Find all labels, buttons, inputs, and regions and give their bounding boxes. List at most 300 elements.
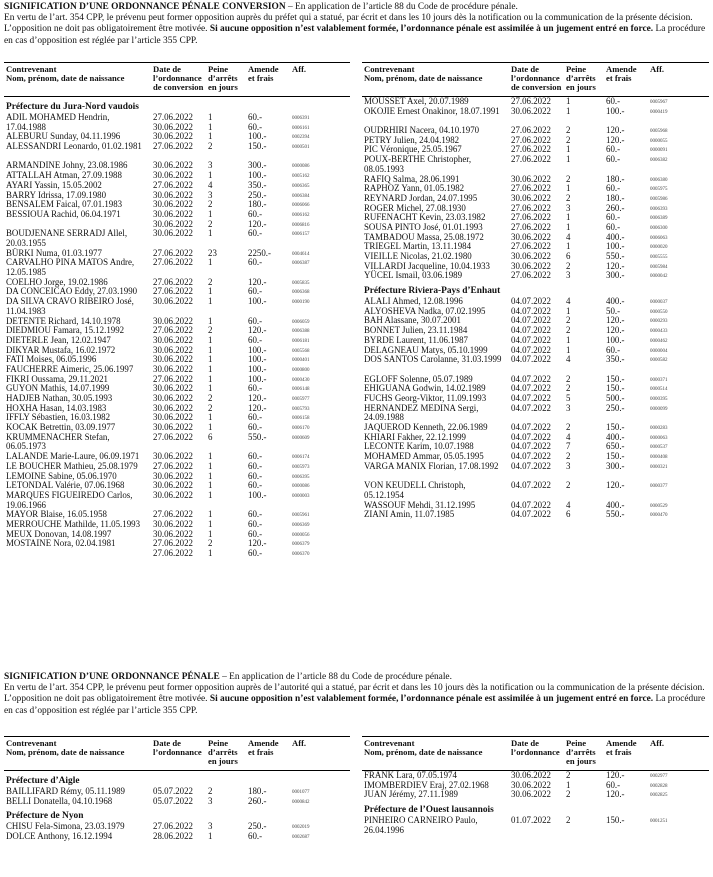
header-peine: Peine d’arrêts en jours — [208, 64, 238, 93]
fine-amount: 350.- — [248, 179, 267, 190]
case-ref: 0006148 — [292, 387, 310, 393]
arrest-days: 2 — [208, 402, 213, 413]
arrest-days: 1 — [208, 112, 213, 122]
fine-amount: 60.- — [248, 383, 263, 394]
fine-amount: 100.- — [248, 354, 267, 365]
offender-name: OKOJIE Ernest Onakinor, 18.07.1991 — [364, 105, 500, 116]
arrest-days: 1 — [566, 334, 571, 345]
order-date: 27.06.2022 — [511, 221, 551, 232]
case-ref: 0000371 — [650, 377, 668, 383]
prefecture-heading: Préfecture de Nyon — [6, 811, 84, 822]
case-ref: 0000529 — [650, 503, 668, 509]
case-ref: 0005835 — [292, 280, 310, 286]
arrest-days: 1 — [208, 422, 213, 433]
arrest-days: 1 — [208, 354, 213, 365]
arrest-days: 3 — [208, 189, 213, 200]
offender-name: DIETERLE Jean, 12.02.1947 — [6, 334, 111, 345]
fine-amount: 250.- — [248, 189, 267, 200]
fine-amount: 60.- — [248, 228, 263, 239]
table-row — [4, 797, 350, 807]
arrest-days: 1 — [208, 131, 213, 142]
arrest-days: 1 — [208, 412, 213, 423]
notice-title: SIGNIFICATION D’UNE ORDONNANCE PÉNALE CONVERSION — [4, 2, 286, 12]
arrest-days: 2 — [566, 125, 571, 136]
offender-name: MAYOR Blaise, 16.05.1958 — [6, 509, 107, 520]
arrest-days: 1 — [208, 286, 213, 297]
fine-amount: 260.- — [606, 202, 625, 213]
table-row — [362, 155, 709, 174]
header-date: Date de l’ordonnance — [153, 738, 202, 758]
offender-name: SOUSA PINTO José, 01.01.1993 — [364, 221, 483, 232]
notice-body: En vertu de l’art. 354 CPP, le prévenu peut former opposition auprès du préfet qui a statué, par écrit et dans les 10 jours dès la notification ou la communication de la présente décision. L’opposition ne doit pas obligatoirement être motivée. — [4, 13, 693, 35]
order-date: 30.06.2022 — [153, 131, 193, 142]
case-ref: 0004614 — [292, 251, 310, 257]
fine-amount: 100.- — [248, 373, 267, 384]
offender-name: ALEBURU Sunday, 04.11.1996 — [6, 131, 121, 142]
arrest-days: 4 — [208, 179, 213, 190]
arrest-days: 2 — [566, 383, 571, 394]
order-date: 27.06.2022 — [511, 125, 551, 136]
fine-amount: 150.- — [606, 815, 625, 826]
arrest-days: 2 — [566, 173, 571, 184]
offender-name: ZIANI Amin, 11.07.1985 — [364, 509, 455, 520]
case-ref: 0006181 — [292, 338, 310, 344]
arrest-days: 1 — [566, 221, 571, 232]
arrest-days: 2 — [208, 393, 213, 404]
case-ref: 0006174 — [292, 455, 310, 461]
table-penale-right — [362, 736, 709, 835]
case-ref: 0006066 — [292, 203, 310, 209]
order-date: 04.07.2022 — [511, 373, 551, 384]
case-ref: 0005568 — [292, 348, 310, 354]
order-date: 30.06.2022 — [153, 519, 193, 529]
arrest-days: 4 — [566, 354, 571, 365]
case-ref: 0006382 — [650, 158, 668, 164]
case-ref: 0000099 — [650, 406, 668, 412]
case-ref: 0006389 — [650, 216, 668, 222]
arrest-days: 3 — [208, 795, 213, 806]
fine-amount: 60.- — [248, 422, 263, 433]
order-date: 04.07.2022 — [511, 383, 551, 394]
offender-name: BYRDE Laurent, 11.06.1987 — [364, 334, 468, 345]
case-ref: 0000433 — [650, 329, 668, 335]
fine-amount: 60.- — [248, 480, 263, 491]
offender-name: HADJEB Nathan, 30.05.1993 — [6, 393, 113, 404]
offender-name: TRIEGEL Martin, 13.11.1984 — [364, 241, 472, 252]
offender-name: BAH Alassane, 30.07.2001 — [364, 315, 461, 326]
order-date: 30.06.2022 — [153, 296, 193, 307]
order-date: 30.06.2022 — [153, 422, 193, 433]
arrest-days: 1 — [208, 334, 213, 345]
case-ref: 0006170 — [292, 426, 310, 432]
arrest-days: 1 — [566, 779, 571, 790]
fine-amount: 60.- — [248, 470, 263, 481]
table-row — [362, 355, 709, 374]
arrest-days: 2 — [208, 199, 213, 210]
fine-amount: 120.- — [248, 276, 267, 287]
fine-amount: 60.- — [606, 344, 621, 355]
offender-name: IFFLY Sébastien, 16.03.1982 — [6, 412, 111, 423]
notice-title-suffix: – En application de l’article 88 du Code de procédure pénale. — [219, 672, 452, 682]
order-date: 30.06.2022 — [153, 470, 193, 481]
order-date: 04.07.2022 — [511, 296, 551, 307]
notice-body: En vertu de l’art. 354 CPP, le prévenu peut former opposition auprès de l’autorité qui a statué, par écrit et dans les 10 jours dès la notification ou la communication de la présente décision. L’opposition ne doit pas obligatoirement être motivée. — [4, 683, 705, 705]
arrest-days: 1 — [566, 212, 571, 223]
table-row — [4, 258, 350, 277]
arrest-days: 2 — [566, 815, 571, 826]
case-ref: 0006388 — [292, 329, 310, 335]
arrest-days: 2 — [566, 480, 571, 491]
case-ref: 0000501 — [292, 145, 310, 151]
case-ref: 0000283 — [650, 426, 668, 432]
fine-amount: 120.- — [248, 402, 267, 413]
offender-name: EHIGUANA Godwin, 14.02.1989 — [364, 383, 486, 394]
order-date: 30.06.2022 — [153, 383, 193, 394]
case-ref: 0005984 — [650, 264, 668, 270]
case-ref: 0006391 — [292, 116, 310, 121]
fine-amount: 120.- — [606, 480, 625, 491]
offender-name: HOXHA Hasan, 14.03.1983 — [6, 402, 107, 413]
arrest-days: 2 — [566, 422, 571, 433]
offender-name: ADIL MOHAMED Hendrin, 17.04.1988 — [6, 112, 110, 132]
offender-name: AYARI Yassin, 15.05.2002 — [6, 179, 102, 190]
arrest-days: 7 — [566, 441, 571, 452]
fine-amount: 500.- — [606, 392, 625, 403]
fine-amount: 50.- — [606, 305, 621, 316]
case-ref: 0000091 — [650, 148, 668, 154]
order-date: 27.06.2022 — [511, 241, 551, 252]
arrest-days: 5 — [566, 392, 571, 403]
case-ref: 0000609 — [292, 435, 310, 441]
order-date: 30.06.2022 — [153, 218, 193, 229]
arrest-days: 4 — [566, 431, 571, 442]
offender-name: PIC Véronique, 25.05.1967 — [364, 144, 462, 155]
fine-amount: 60.- — [606, 96, 621, 106]
offender-name: DOS SANTOS Carolanne, 31.03.1999 — [364, 354, 502, 365]
case-ref: 0000086 — [292, 164, 310, 170]
notice-penale — [4, 672, 708, 717]
order-date: 27.06.2022 — [153, 373, 193, 384]
offender-name: LALANDE Marie-Laure, 06.09.1971 — [6, 451, 140, 462]
arrest-days: 1 — [566, 305, 571, 316]
fine-amount: 180.- — [248, 199, 267, 210]
table-header — [362, 737, 709, 771]
order-date: 27.06.2022 — [153, 821, 193, 832]
header-aff: Aff. — [650, 64, 665, 74]
fine-amount: 60.- — [248, 334, 263, 345]
offender-name: JAQUEROD Kenneth, 22.06.1989 — [364, 422, 488, 433]
arrest-days: 1 — [208, 519, 213, 529]
fine-amount: 120.- — [248, 393, 267, 404]
arrest-days: 1 — [566, 241, 571, 252]
offender-name: MEUX Donovan, 14.08.1997 — [6, 528, 112, 539]
table-row — [4, 113, 350, 132]
offender-name: BESSIOUA Rachid, 06.04.1971 — [6, 208, 121, 219]
order-date: 30.06.2022 — [153, 393, 193, 404]
notice-body-end: La procédure en cas d’opposition est réglée par l’article 355 CPP. — [4, 694, 706, 716]
table-row — [362, 790, 709, 800]
arrest-days: 6 — [566, 251, 571, 262]
offender-name: FIKRI Oussama, 29.11.2021 — [6, 373, 108, 384]
order-date: 30.06.2022 — [153, 402, 193, 413]
order-date: 30.06.2022 — [153, 170, 193, 181]
arrest-days: 1 — [208, 509, 213, 520]
case-ref: 0005555 — [650, 255, 668, 261]
table-row — [4, 433, 350, 452]
table-row — [362, 462, 709, 481]
header-date: Date de l’ordonnance de conversion — [153, 64, 204, 93]
arrest-days: 1 — [208, 470, 213, 481]
arrest-days: 1 — [208, 170, 213, 181]
fine-amount: 150.- — [248, 141, 267, 152]
arrest-days: 1 — [208, 121, 213, 132]
arrest-days: 2 — [566, 789, 571, 800]
header-name: Contrevenant Nom, prénom, date de naissance — [6, 738, 125, 758]
prefecture-heading: Préfecture de l’Ouest lausannois — [364, 805, 494, 816]
case-ref: 0000063 — [650, 435, 668, 441]
order-date: 30.06.2022 — [153, 121, 193, 132]
fine-amount: 180.- — [248, 786, 267, 796]
fine-amount: 60.- — [248, 208, 263, 219]
offender-name: LETONDAL Valérie, 07.06.1968 — [6, 480, 125, 491]
header-name: Contrevenant Nom, prénom, date de naissance — [6, 64, 125, 84]
case-ref: 0000086 — [292, 484, 310, 490]
case-ref: 0006379 — [292, 542, 310, 548]
offender-name: FRANK Lara, 07.05.1974 — [364, 770, 457, 780]
offender-name: RAPHOZ Yann, 01.05.1982 — [364, 183, 465, 194]
case-ref: 0000408 — [650, 455, 668, 461]
offender-name: DIEDMIOU Famara, 15.12.1992 — [6, 325, 125, 336]
offender-name: DOLCE Anthony, 16.12.1994 — [6, 831, 113, 842]
offender-name: RUFENACHT Kevin, 23.03.1982 — [364, 212, 486, 223]
arrest-days: 3 — [566, 270, 571, 281]
offender-name: BAILLIFARD Rémy, 05.11.1989 — [6, 786, 125, 796]
case-ref: 0000020 — [650, 245, 668, 251]
case-ref: 0002977 — [650, 774, 668, 779]
fine-amount: 60.- — [248, 509, 263, 520]
arrest-days: 2 — [566, 373, 571, 384]
order-date: 04.07.2022 — [511, 354, 551, 365]
table-row — [4, 539, 350, 558]
fine-amount: 100.- — [248, 296, 267, 307]
case-ref: 0000800 — [292, 367, 310, 373]
table-row — [362, 271, 709, 281]
arrest-days: 2 — [566, 770, 571, 780]
fine-amount: 400.- — [606, 296, 625, 307]
arrest-days: 1 — [208, 344, 213, 355]
fine-amount: 300.- — [606, 270, 625, 281]
fine-amount: 2250.- — [248, 247, 271, 258]
offender-name: MERROUCHE Mathilde, 11.05.1993 — [6, 519, 141, 529]
order-date: 27.06.2022 — [153, 325, 193, 336]
offender-name: MARQUES FIGUEIREDO Carlos, 19.06.1966 — [6, 489, 133, 510]
case-ref: 0000037 — [650, 300, 668, 306]
order-date: 27.06.2022 — [511, 154, 551, 165]
fine-amount: 120.- — [606, 125, 625, 136]
offender-name: POUX-BERTHE Christopher, 08.05.1993 — [364, 154, 472, 174]
header-name: Contrevenant Nom, prénom, date de naissance — [364, 64, 483, 84]
offender-name: VILLARDI Jacqueline, 10.04.1933 — [364, 260, 490, 271]
order-date: 30.06.2022 — [511, 231, 551, 242]
arrest-days: 6 — [208, 431, 213, 442]
offender-name: CARVALHO PINA MATOS Andre, 12.05.1985 — [6, 257, 135, 278]
order-date: 27.06.2022 — [511, 144, 551, 155]
order-date: 30.06.2022 — [511, 251, 551, 262]
order-date: 27.06.2022 — [153, 141, 193, 152]
fine-amount: 100.- — [606, 241, 625, 252]
fine-amount: 400.- — [606, 431, 625, 442]
arrest-days: 3 — [566, 202, 571, 213]
table-header — [4, 737, 350, 771]
offender-name: LEMOINE Sabine, 05.06.1970 — [6, 470, 117, 481]
arrest-days: 2 — [566, 315, 571, 326]
order-date: 04.07.2022 — [511, 344, 551, 355]
table-row — [362, 404, 709, 423]
order-date: 27.06.2022 — [153, 112, 193, 122]
case-ref: 0000395 — [650, 396, 668, 402]
offender-name: FUCHS Georg-Viktor, 11.09.1993 — [364, 392, 487, 403]
table-penale-left — [4, 736, 350, 842]
order-date: 04.07.2022 — [511, 422, 551, 433]
case-ref: 0000293 — [650, 319, 668, 325]
order-date: 30.06.2022 — [153, 451, 193, 462]
table-row — [362, 481, 709, 500]
offender-name: MOHAMED Ammar, 05.05.1995 — [364, 451, 484, 462]
table-conversion-right — [362, 62, 709, 520]
order-date: 04.07.2022 — [511, 402, 551, 413]
prefecture-heading: Préfecture du Jura-Nord vaudois — [6, 102, 139, 112]
header-amende: Amende et frais — [606, 738, 637, 758]
order-date: 04.07.2022 — [511, 305, 551, 316]
offender-name: DA SILVA CRAVO RIBEIRO José, 11.04.1983 — [6, 296, 134, 316]
fine-amount: 120.- — [606, 770, 625, 780]
offender-name: LE BOUCHER Mathieu, 25.08.1979 — [6, 460, 138, 471]
order-date: 30.06.2022 — [511, 779, 551, 790]
offender-name: ALYOSHEVA Nadka, 07.02.1995 — [364, 305, 486, 316]
case-ref: 0006369 — [292, 523, 310, 528]
arrest-days: 1 — [208, 451, 213, 462]
case-ref: 0006380 — [650, 177, 668, 183]
case-ref: 0000537 — [650, 445, 668, 451]
arrest-days: 3 — [208, 160, 213, 171]
fine-amount: 60.- — [606, 212, 621, 223]
prefecture-heading: Préfecture d’Aigle — [6, 776, 80, 786]
header-amende: Amende et frais — [248, 64, 279, 84]
order-date: 04.07.2022 — [511, 499, 551, 510]
order-date: 27.06.2022 — [153, 247, 193, 258]
header-date: Date de l’ordonnance de conversion — [511, 64, 562, 93]
order-date: 30.06.2022 — [153, 199, 193, 210]
notice-body-bold: Si aucune opposition n’est valablement formée, l’ordonnance pénale est assimilée à un jugement entré en force. — [209, 24, 654, 35]
fine-amount: 60.- — [248, 257, 263, 268]
fine-amount: 60.- — [248, 286, 263, 297]
order-date: 27.06.2022 — [511, 96, 551, 106]
order-date: 30.06.2022 — [153, 528, 193, 539]
case-ref: 0006157 — [292, 232, 310, 238]
order-date: 30.06.2022 — [153, 344, 193, 355]
arrest-days: 1 — [566, 96, 571, 106]
fine-amount: 120.- — [248, 538, 267, 549]
order-date: 04.07.2022 — [511, 451, 551, 462]
fine-amount: 100.- — [606, 334, 625, 345]
case-ref: 0006387 — [292, 261, 310, 267]
arrest-days: 6 — [566, 509, 571, 520]
arrest-days: 4 — [566, 499, 571, 510]
offender-name: EGLOFF Solenne, 05.07.1989 — [364, 373, 473, 384]
header-date: Date de l’ordonnance — [511, 738, 560, 758]
table-header — [362, 63, 709, 97]
order-date: 01.07.2022 — [511, 815, 551, 826]
fine-amount: 120.- — [606, 325, 625, 336]
offender-name: BELLI Donatella, 04.10.1968 — [6, 795, 113, 806]
case-ref: 0000582 — [650, 358, 668, 364]
order-date: 30.06.2022 — [153, 354, 193, 365]
offender-name: PINHEIRO CARNEIRO Paulo, 26.04.1996 — [364, 815, 478, 835]
arrest-days: 1 — [566, 144, 571, 155]
fine-amount: 150.- — [606, 373, 625, 384]
offender-name: KHIARI Fakher, 22.12.1999 — [364, 431, 466, 442]
case-ref: 0005968 — [650, 129, 668, 135]
arrest-days: 23 — [208, 247, 217, 258]
arrest-days: 1 — [566, 183, 571, 194]
table-row — [362, 510, 709, 520]
offender-name: REYNARD Jordan, 24.07.1995 — [364, 192, 478, 203]
table-row — [362, 816, 709, 835]
order-date: 30.06.2022 — [511, 260, 551, 271]
case-ref: 0006063 — [650, 235, 668, 241]
notice-title: SIGNIFICATION D’UNE ORDONNANCE PÉNALE — [4, 672, 220, 682]
arrest-days: 1 — [566, 344, 571, 355]
order-date: 27.06.2022 — [511, 270, 551, 281]
fine-amount: 120.- — [606, 134, 625, 145]
case-ref: 0000842 — [292, 799, 310, 805]
case-ref: 0005975 — [650, 187, 668, 193]
offender-name: FATI Moises, 06.05.1996 — [6, 354, 97, 365]
arrest-days: 1 — [208, 480, 213, 491]
fine-amount: 60.- — [248, 831, 263, 842]
offender-name: JUAN Jérémy, 27.11.1989 — [364, 789, 458, 800]
fine-amount: 150.- — [606, 451, 625, 462]
fine-amount: 120.- — [606, 789, 625, 800]
arrest-days: 4 — [566, 231, 571, 242]
order-date: 27.06.2022 — [511, 212, 551, 223]
notice-title-suffix: – En application de l’article 88 du Code de procédure pénale. — [285, 2, 518, 12]
table-row — [4, 142, 350, 161]
order-date: 04.07.2022 — [511, 509, 551, 520]
arrest-days: 2 — [208, 786, 213, 796]
case-ref: 0000003 — [292, 493, 310, 499]
arrest-days: 2 — [208, 141, 213, 152]
arrest-days: 1 — [208, 315, 213, 326]
order-date: 27.06.2022 — [153, 431, 193, 442]
fine-amount: 300.- — [606, 460, 625, 471]
offender-name: VARGA MANIX Florian, 17.08.1992 — [364, 460, 499, 471]
order-date: 27.06.2022 — [511, 134, 551, 145]
fine-amount: 60.- — [606, 221, 621, 232]
case-ref: 0001251 — [650, 819, 668, 825]
offender-name: OUDRHIRI Nacera, 04.10.1970 — [364, 125, 480, 136]
arrest-days: 1 — [566, 154, 571, 165]
fine-amount: 150.- — [606, 422, 625, 433]
offender-name: CHISU Fela-Simona, 23.03.1979 — [6, 821, 125, 832]
offender-name: KOCAK Betrettin, 03.09.1977 — [6, 422, 116, 433]
order-date: 30.06.2022 — [153, 189, 193, 200]
order-date: 27.06.2022 — [153, 538, 193, 549]
fine-amount: 60.- — [606, 154, 621, 165]
order-date: 27.06.2022 — [153, 548, 193, 559]
offender-name: TAMBADOU Massa, 25.08.1972 — [364, 231, 484, 242]
fine-amount: 60.- — [606, 183, 621, 194]
